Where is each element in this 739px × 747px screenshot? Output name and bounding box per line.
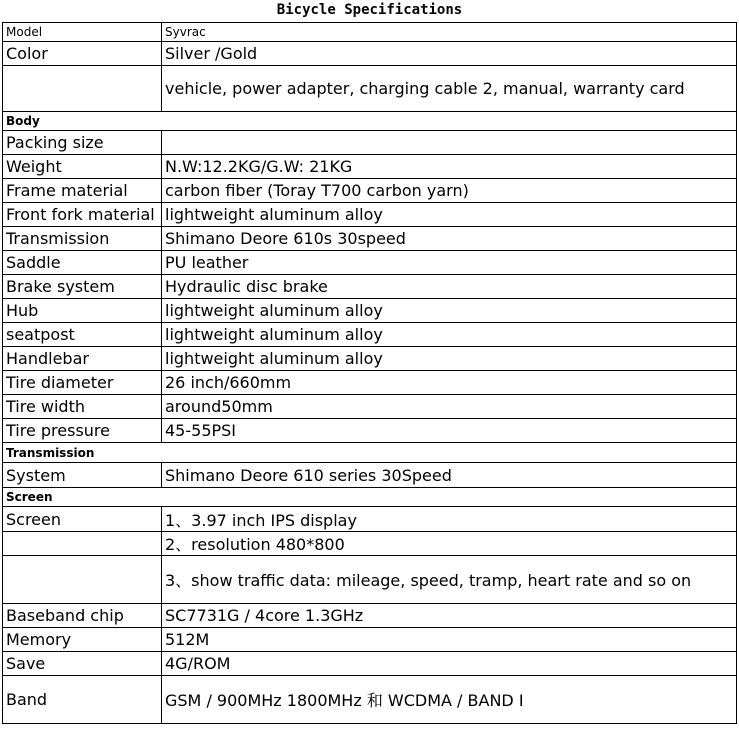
spec-value: lightweight aluminum alloy bbox=[162, 299, 737, 323]
spec-row bbox=[3, 371, 737, 395]
spec-value: lightweight aluminum alloy bbox=[162, 323, 737, 347]
spec-row bbox=[3, 604, 737, 628]
spec-value: PU leather bbox=[162, 251, 737, 275]
spec-key: Save bbox=[3, 652, 162, 676]
spec-row bbox=[3, 155, 737, 179]
spec-table bbox=[2, 22, 737, 724]
spec-key: Model bbox=[3, 23, 162, 42]
spec-value: lightweight aluminum alloy bbox=[162, 203, 737, 227]
spec-key: Weight bbox=[3, 155, 162, 179]
spec-key: Brake system bbox=[3, 275, 162, 299]
spec-key: Band bbox=[3, 676, 162, 724]
spec-row bbox=[3, 507, 737, 532]
spec-key: Tire diameter bbox=[3, 371, 162, 395]
spec-row bbox=[3, 131, 737, 155]
spec-key: Baseband chip bbox=[3, 604, 162, 628]
spec-row bbox=[3, 227, 737, 251]
spec-value: vehicle, power adapter, charging cable 2, manual, warranty card bbox=[162, 66, 737, 112]
section-header-row bbox=[3, 488, 737, 507]
section-label: Screen bbox=[3, 488, 737, 507]
spec-key: Front fork material bbox=[3, 203, 162, 227]
spec-key: Screen bbox=[3, 507, 162, 532]
spec-value: Shimano Deore 610 series 30Speed bbox=[162, 463, 737, 488]
spec-value: carbon fiber (Toray T700 carbon yarn) bbox=[162, 179, 737, 203]
spec-row bbox=[3, 347, 737, 371]
spec-row bbox=[3, 532, 737, 556]
spec-key: Saddle bbox=[3, 251, 162, 275]
spec-value: 4G/ROM bbox=[162, 652, 737, 676]
section-label: Transmission bbox=[3, 443, 737, 463]
section-header-row bbox=[3, 443, 737, 463]
spec-value: SC7731G / 4core 1.3GHz bbox=[162, 604, 737, 628]
spec-key: Transmission bbox=[3, 227, 162, 251]
spec-row bbox=[3, 652, 737, 676]
section-label: Body bbox=[3, 112, 737, 131]
spec-key bbox=[3, 66, 162, 112]
spec-row bbox=[3, 299, 737, 323]
spec-value: 512M bbox=[162, 628, 737, 652]
spec-row bbox=[3, 463, 737, 488]
spec-key: Handlebar bbox=[3, 347, 162, 371]
spec-value: Syvrac bbox=[162, 23, 737, 42]
spec-row bbox=[3, 251, 737, 275]
spec-key bbox=[3, 532, 162, 556]
spec-value: 3、show traffic data: mileage, speed, tramp, heart rate and so on bbox=[162, 556, 737, 604]
spec-value bbox=[162, 131, 737, 155]
spec-key: Tire width bbox=[3, 395, 162, 419]
spec-row bbox=[3, 556, 737, 604]
spec-value: lightweight aluminum alloy bbox=[162, 347, 737, 371]
spec-row bbox=[3, 179, 737, 203]
spec-value: 45-55PSI bbox=[162, 419, 737, 443]
spec-key: System bbox=[3, 463, 162, 488]
spec-value: Silver /Gold bbox=[162, 42, 737, 66]
spec-value: N.W:12.2KG/G.W: 21KG bbox=[162, 155, 737, 179]
spec-table-body bbox=[3, 23, 737, 724]
spec-row bbox=[3, 419, 737, 443]
spec-key: Tire pressure bbox=[3, 419, 162, 443]
spec-value: GSM / 900MHz 1800MHz 和 WCDMA / BAND I bbox=[162, 676, 737, 724]
spec-row bbox=[3, 203, 737, 227]
spec-row bbox=[3, 395, 737, 419]
spec-value: Hydraulic disc brake bbox=[162, 275, 737, 299]
spec-row bbox=[3, 23, 737, 42]
spec-key: Packing size bbox=[3, 131, 162, 155]
spec-row bbox=[3, 628, 737, 652]
spec-row bbox=[3, 275, 737, 299]
spec-value: 2、resolution 480*800 bbox=[162, 532, 737, 556]
spec-value: Shimano Deore 610s 30speed bbox=[162, 227, 737, 251]
spec-value: around50mm bbox=[162, 395, 737, 419]
spec-row bbox=[3, 676, 737, 724]
page-title: Bicycle Specifications bbox=[276, 2, 463, 18]
spec-key bbox=[3, 556, 162, 604]
spec-key: seatpost bbox=[3, 323, 162, 347]
spec-key: Memory bbox=[3, 628, 162, 652]
spec-key: Color bbox=[3, 42, 162, 66]
spec-value: 1、3.97 inch IPS display bbox=[162, 507, 737, 532]
spec-row bbox=[3, 323, 737, 347]
spec-row bbox=[3, 66, 737, 112]
section-header-row bbox=[3, 112, 737, 131]
spec-key: Frame material bbox=[3, 179, 162, 203]
spec-value: 26 inch/660mm bbox=[162, 371, 737, 395]
spec-key: Hub bbox=[3, 299, 162, 323]
spec-row bbox=[3, 42, 737, 66]
